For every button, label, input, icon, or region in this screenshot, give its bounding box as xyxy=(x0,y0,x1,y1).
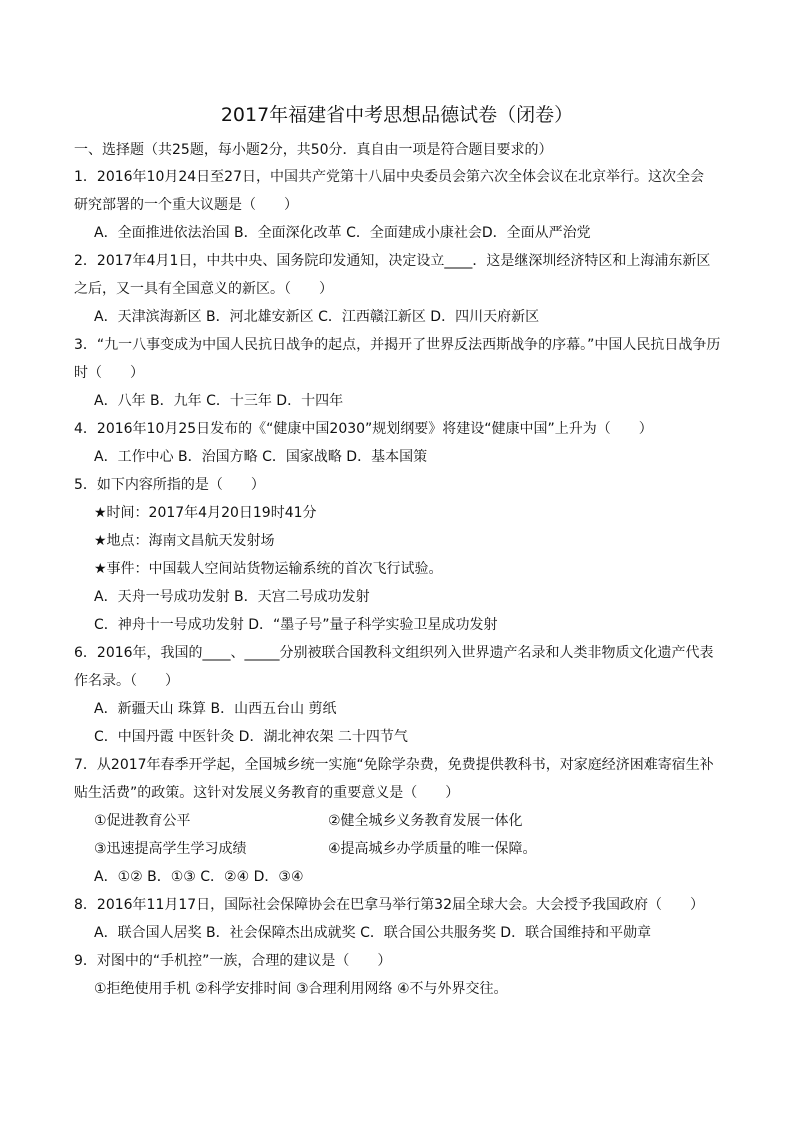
q1-stem-line-1: 1．2016年10月24日至27日，中国共产党第十八届中央委员会第六次全体会议在北京举行。这次全会 xyxy=(74,169,704,185)
q5-options-line-1: A．天舟一号成功发射 B．天宫二号成功发射 xyxy=(94,589,370,605)
section-heading: 一、选择题（共25题，每小题2分，共50分．真自由一项是符合题目要求的） xyxy=(74,142,553,158)
q8-stem: 8．2016年11月17日，国际社会保障协会在巴拿马举行第32届全球大会。大会授予我国政府（ ） xyxy=(74,897,704,913)
exam-title: 2017年福建省中考思想品德试卷（闭卷） xyxy=(220,104,574,126)
q5-bullet-event: ★事件：中国载人空间站货物运输系统的首次飞行试验。 xyxy=(94,561,443,577)
q8-options: A．联合国人居奖 B．社会保障杰出成就奖 C．联合国公共服务奖 D．联合国维持和平勋章 xyxy=(94,925,652,941)
q9-stem: 9．对图中的“手机控”一族，合理的建议是（ ） xyxy=(74,953,392,969)
q6-stem-line-2: 作名录。（ ） xyxy=(74,673,179,689)
q7-statement-3: ③迅速提高学生学习成绩 xyxy=(94,841,247,857)
q4-options: A．工作中心 B．治国方略 C．国家战略 D．基本国策 xyxy=(94,449,428,465)
q2-stem-line-1: 2．2017年4月1日，中共中央、国务院印发通知，决定设立____．这是继深圳经济特区和上海浦东新区 xyxy=(74,253,711,269)
q5-bullet-time: ★时间：2017年4月20日19时41分 xyxy=(94,505,317,521)
q6-options-line-2: C．中国丹霞 中医针灸 D．湖北神农架 二十四节气 xyxy=(94,729,408,745)
q6-options-line-1: A．新疆天山 珠算 B．山西五台山 剪纸 xyxy=(94,701,337,717)
q3-stem-line-2: 时（ ） xyxy=(74,365,144,381)
q7-statement-2: ②健全城乡义务教育发展一体化 xyxy=(328,813,523,829)
q1-stem-line-2: 研究部署的一个重大议题是（ ） xyxy=(74,197,298,213)
q5-bullet-place: ★地点：海南文昌航天发射场 xyxy=(94,533,275,549)
q6-stem-line-1: 6．2016年，我国的____、_____分别被联合国教科文组织列入世界遗产名录和人类非物质文化遗产代表 xyxy=(74,645,714,661)
q7-options: A．①② B．①③ C．②④ D．③④ xyxy=(94,869,304,885)
q1-options: A．全面推进依法治国 B．全面深化改革 C．全面建成小康社会D．全面从严治党 xyxy=(94,225,591,241)
q2-stem-line-2: 之后，又一具有全国意义的新区。（ ） xyxy=(74,281,333,297)
q9-statements: ①拒绝使用手机 ②科学安排时间 ③合理利用网络 ④不与外界交往。 xyxy=(94,981,508,997)
q7-stem-line-1: 7．从2017年春季开学起，全国城乡统一实施“免除学杂费，免费提供教科书，对家庭经济困难寄宿生补 xyxy=(74,757,714,773)
q7-statement-4: ④提高城乡办学质量的唯一保障。 xyxy=(328,841,537,857)
q4-stem: 4．2016年10月25日发布的《“健康中国2030”规划纲要》将建设“健康中国”上升为（ ） xyxy=(74,421,653,437)
q5-options-line-2: C．神舟十一号成功发射 D．“墨子号”量子科学实验卫星成功发射 xyxy=(94,617,498,633)
q5-stem: 5．如下内容所指的是（ ） xyxy=(74,477,265,493)
q7-stem-line-2: 贴生活费”的政策。这针对发展义务教育的重要意义是（ ） xyxy=(74,785,460,801)
q7-statement-1: ①促进教育公平 xyxy=(94,813,191,829)
q3-stem-line-1: 3．“九一八事变成为中国人民抗日战争的起点，并揭开了世界反法西斯战争的序幕。”中国人民抗日战争历 xyxy=(74,337,721,353)
q3-options: A．八年 B．九年 C．十三年 D．十四年 xyxy=(94,393,344,409)
q2-options: A．天津滨海新区 B．河北雄安新区 C．江西赣江新区 D．四川天府新区 xyxy=(94,309,540,325)
